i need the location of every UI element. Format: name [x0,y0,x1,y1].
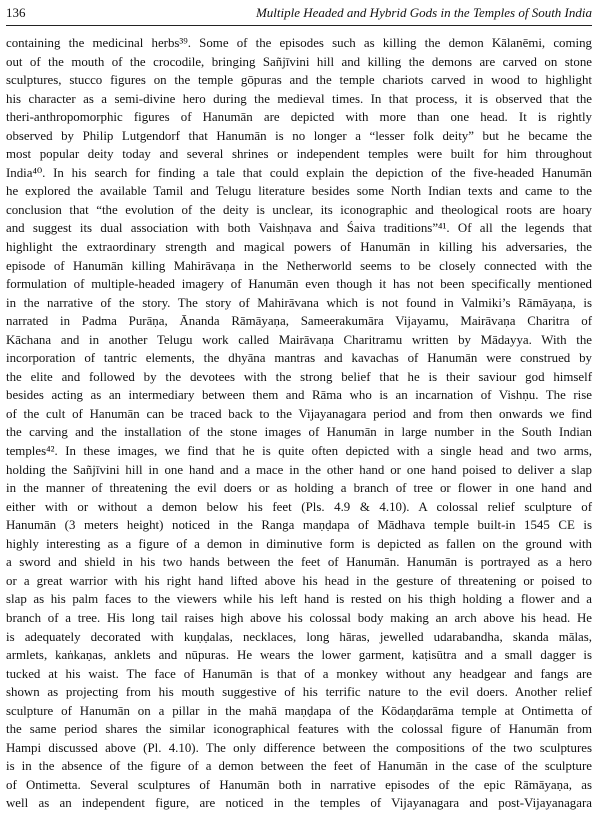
text-line: Hanumān (3 meters height) noticed in the Ranga maṇḍapa of Mādhava temple built-in 1545 CE is [6,518,592,533]
text-line: highly interesting as a figure of a demon in diminutive form is depicted as fallen on the ground with [6,536,592,551]
text-line: conclusion that “the evolution of the deity is unclear, its iconographic and theological roots are hoary [6,202,592,217]
text-line: most popular deity today and several shrines or independent temples were built for him throughout [6,147,592,162]
text-line: in the narrative of the story. The story of Mahirāvana which is not found in Valmiki’s Rāmāyaṇa, is [6,295,592,310]
text-line: the carving and the installation of the stone images of Hanumān in large number in the South Indian [6,425,592,440]
text-line: incorporation of tantric elements, the dhyāna mantras and kavachas of Hanumān were construed by [6,351,592,366]
text-line: in the manner of threatening the evil doers or as holding a branch of tree or flower in one hand and [6,481,592,496]
text-line: armlets, kaṅkaṇas, anklets and nūpuras. He wears the lower garment, kaṭisūtra and a small dagger is [6,648,592,663]
text-line: shown as projecting from his mouth suggestive of his terrific nature to the evil doers. Another relief [6,685,592,700]
text-line: holding the Sañjīvini hill in one hand and a mace in the other hand or one hand poised to deliver a slap [6,462,592,477]
body-text [6,34,592,811]
text-line: either with or without a demon below his feet (Pls. 4.9 & 4.10). A colossal relief sculpture of [6,499,592,514]
running-title: Multiple Headed and Hybrid Gods in the Temples of South India [255,5,592,20]
text-line: temples⁴². In these images, we find that he is quite often depicted with a single head and two arms, [6,444,592,459]
text-line: containing the medicinal herbs³⁹. Some of the episodes such as killing the demon Kālanēmi, coming [6,36,592,50]
page-header [6,3,592,26]
text-line: his character as a semi-divine hero during the medieval times. In that process, it is observed that the [6,91,592,106]
text-line: episode of Hanumān killing Mahirāvaṇa in the Netherworld seems to be closely connected with the [6,258,592,273]
text-line: tucked at his waist. The face of Hanumān is that of a monkey without any headgear and fangs are [6,666,592,681]
text-line: or a great warrior with his right hand lifted above his head in the gesture of threatening or poised to [6,573,592,588]
text-line: the same period shares the similar iconographical features with the colossal figure of Hanumān from [6,722,592,737]
text-line: Hampi discussed above (Pl. 4.10). The only difference between the compositions of the two sculptures [6,740,592,755]
text-line: Kāchana and in another Telugu work called Mairāvaṇa Charitramu written by Mādayya. With the [6,332,592,347]
text-line: of the cult of Hanumān can be traced back to the Vijayanagara period and from then onwards we find [6,406,592,421]
text-line: a sword and shield in his two hands between the feet of Hanumān. Hanumān is portrayed as a hero [6,555,592,570]
text-line: sculpture of Hanumān on a pillar in the mahā maṇḍapa of the Kōdaṇḍarāma temple at Ontimetta of [6,703,592,718]
text-line: theri-anthropomorphic figures of Hanumān are depicted with more than one head. It is rightly [6,110,592,125]
text-line: of Ontimetta. Several sculptures of Hanumān both in narrative episodes of the epic Rāmāyaṇa, as [6,777,592,792]
text-line: is adequately decorated with kuṇḍalas, necklaces, long hāras, jewelled udarabandha, skanda mālas, [6,629,592,644]
text-line: observed by Philip Lutgendorf that Hanumān is no longer a “lesser folk deity” but he became the [6,128,592,143]
text-line: sculptures, stucco figures on the temple gōpuras and the temple chariots carved in wood to highlight [6,73,592,88]
text-line: narrated in Padma Purāṇa, Ānanda Rāmāyaṇa, Sameerakumāra Vijayamu, Mairāvaṇa Charitra of [6,314,592,329]
text-line: branch of a tree. His long tail raises high above his colossal body making an arch above his head. He [6,610,592,625]
text-line: is in the absence of the figure of a demon between the feet of Hanumān in the case of the sculpture [6,759,592,774]
text-line: slap as his palm faces to the viewers while his left hand is rested on his thigh holding a flower and a [6,592,592,607]
text-line: he explored the available Tamil and Telugu literature besides some North Indian texts and came to the [6,184,592,199]
text-line: India⁴⁰. In his search for finding a tale that could explain the depiction of the five-headed Hanumān [6,165,592,180]
text-line: formulation of multiple-headed imagery of Hanumān even though it has not been specifically mentioned [6,277,592,292]
text-line: and suggest its dual association with both Vaishṇava and Śaiva traditions”⁴¹. Of all the legends that [6,221,592,236]
page-number: 136 [6,5,26,20]
text-line: well as an independent figure, are noticed in the temples of Vijayanagara and post-Vijayanagara [6,796,592,811]
text-line: highlight the extraordinary strength and magical powers of Hanumān in killing his adversaries, the [6,240,592,255]
text-line: besides acting as an intermediary between them and Rāma who is an incarnation of Vishṇu. The rise [6,388,592,403]
text-line: out of the mouth of the crocodile, bringing Sañjīvini hill and killing the demons are carved on stone [6,54,592,69]
text-line: the elite and followed by the devotees with the strong belief that he is their saviour god himself [6,369,592,384]
